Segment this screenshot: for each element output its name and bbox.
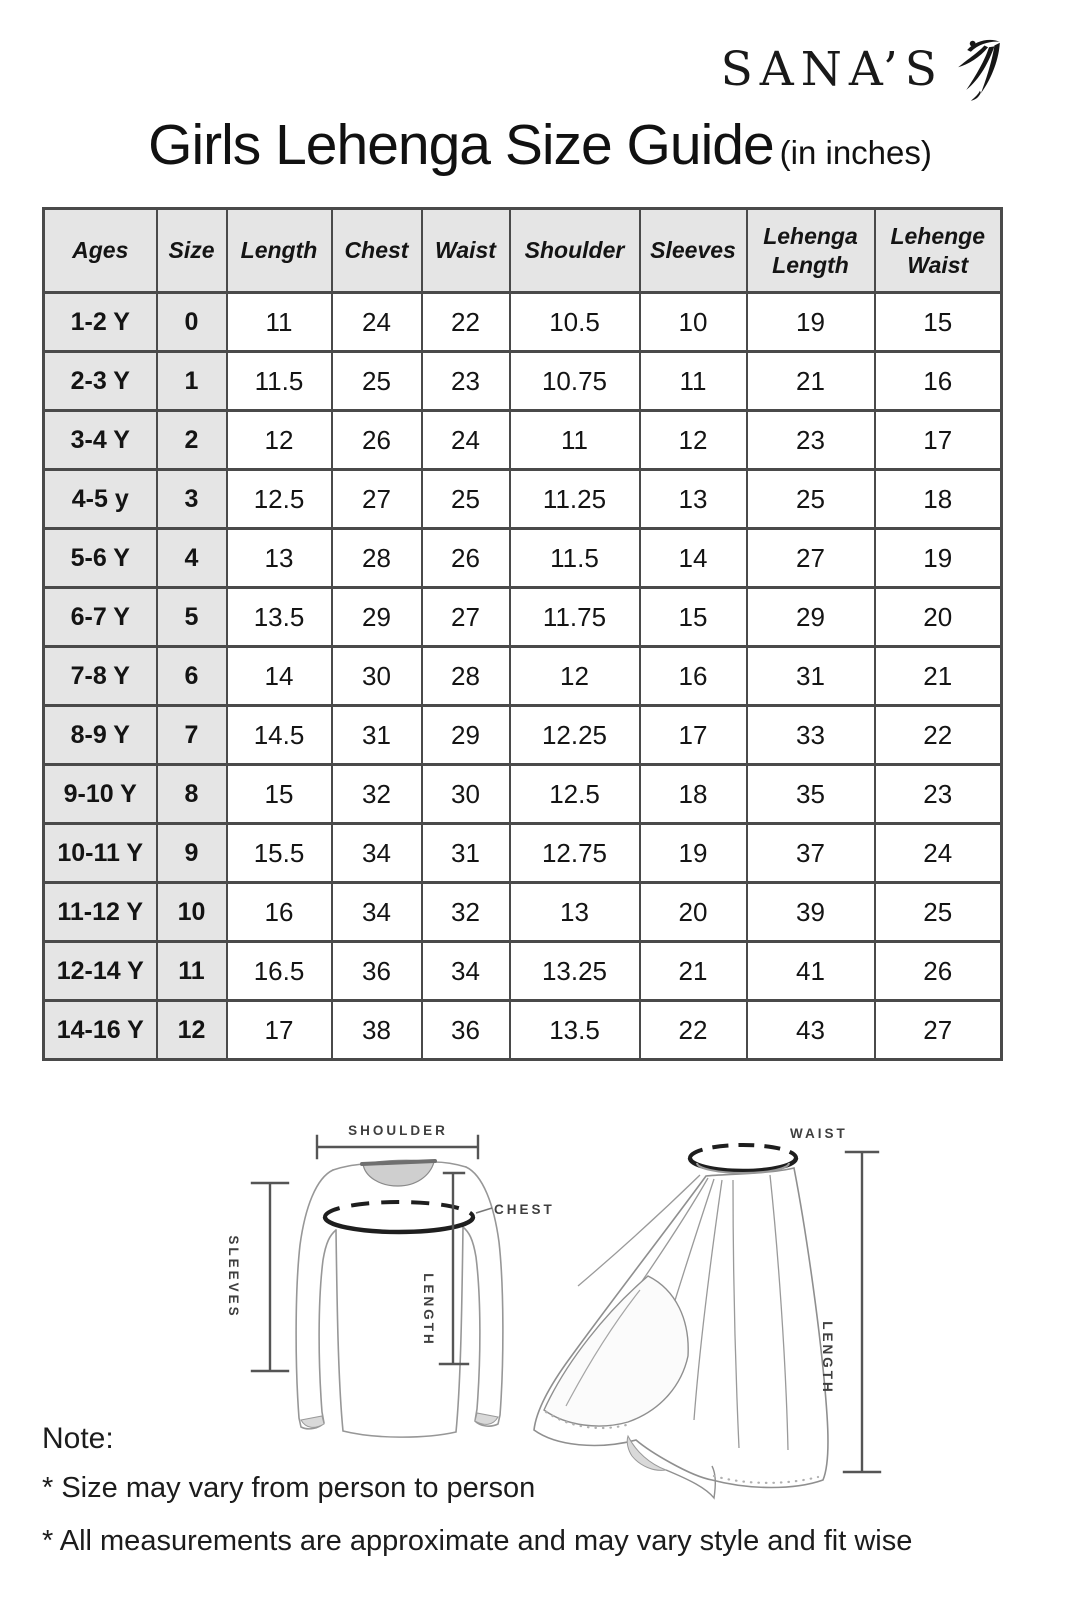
measurement-cell: 26 bbox=[332, 411, 422, 470]
size-cell: 8 bbox=[157, 765, 227, 824]
age-cell: 1-2 Y bbox=[44, 293, 157, 352]
age-cell: 5-6 Y bbox=[44, 529, 157, 588]
col-header-sleeves: Sleeves bbox=[640, 209, 747, 293]
measurement-cell: 17 bbox=[640, 706, 747, 765]
measurement-cell: 41 bbox=[747, 942, 875, 1001]
measurement-cell: 31 bbox=[747, 647, 875, 706]
measurement-cell: 12.5 bbox=[510, 765, 640, 824]
size-cell: 2 bbox=[157, 411, 227, 470]
size-cell: 0 bbox=[157, 293, 227, 352]
measurement-cell: 25 bbox=[747, 470, 875, 529]
measurement-cell: 13 bbox=[227, 529, 332, 588]
measurement-cell: 16 bbox=[875, 352, 1002, 411]
measurement-cell: 12 bbox=[227, 411, 332, 470]
measurement-cell: 11.25 bbox=[510, 470, 640, 529]
measurement-cell: 15 bbox=[227, 765, 332, 824]
measurement-cell: 19 bbox=[747, 293, 875, 352]
measurement-cell: 35 bbox=[747, 765, 875, 824]
measurement-cell: 29 bbox=[332, 588, 422, 647]
size-cell: 3 bbox=[157, 470, 227, 529]
brand-logo bbox=[721, 36, 1008, 102]
measurement-cell: 27 bbox=[875, 1001, 1002, 1060]
table-row bbox=[44, 942, 1002, 1001]
table-row bbox=[44, 824, 1002, 883]
age-cell: 12-14 Y bbox=[44, 942, 157, 1001]
measurement-cell: 30 bbox=[332, 647, 422, 706]
measurement-cell: 10 bbox=[640, 293, 747, 352]
table-row bbox=[44, 352, 1002, 411]
measurement-cell: 26 bbox=[422, 529, 510, 588]
measurement-cell: 32 bbox=[332, 765, 422, 824]
title-main: Girls Lehenga Size Guide bbox=[148, 113, 774, 177]
age-cell: 2-3 Y bbox=[44, 352, 157, 411]
size-cell: 12 bbox=[157, 1001, 227, 1060]
notes-heading: Note: bbox=[42, 1422, 114, 1455]
measurement-cell: 14 bbox=[640, 529, 747, 588]
measurement-cell: 13.25 bbox=[510, 942, 640, 1001]
age-cell: 11-12 Y bbox=[44, 883, 157, 942]
measurement-cell: 29 bbox=[747, 588, 875, 647]
measurement-cell: 22 bbox=[640, 1001, 747, 1060]
measurement-cell: 36 bbox=[332, 942, 422, 1001]
table-row bbox=[44, 588, 1002, 647]
table-row bbox=[44, 883, 1002, 942]
measurement-cell: 10.5 bbox=[510, 293, 640, 352]
measurement-cell: 28 bbox=[422, 647, 510, 706]
measurement-cell: 19 bbox=[875, 529, 1002, 588]
waist-label: WAIST bbox=[790, 1126, 848, 1141]
size-cell: 6 bbox=[157, 647, 227, 706]
age-cell: 14-16 Y bbox=[44, 1001, 157, 1060]
brand-name: SANA’S bbox=[720, 41, 944, 97]
measurement-cell: 30 bbox=[422, 765, 510, 824]
measurement-cell: 21 bbox=[747, 352, 875, 411]
measurement-cell: 12.75 bbox=[510, 824, 640, 883]
measurement-cell: 25 bbox=[422, 470, 510, 529]
woman-in-flowing-gown-icon bbox=[950, 36, 1008, 102]
measurement-cell: 29 bbox=[422, 706, 510, 765]
measurement-cell: 32 bbox=[422, 883, 510, 942]
measurement-cell: 13.5 bbox=[510, 1001, 640, 1060]
measurement-cell: 14.5 bbox=[227, 706, 332, 765]
col-header-waist: Waist bbox=[422, 209, 510, 293]
size-cell: 10 bbox=[157, 883, 227, 942]
col-header-size: Size bbox=[157, 209, 227, 293]
measurement-cell: 36 bbox=[422, 1001, 510, 1060]
measurement-cell: 34 bbox=[332, 824, 422, 883]
measurement-cell: 17 bbox=[875, 411, 1002, 470]
measurement-cell: 38 bbox=[332, 1001, 422, 1060]
measurement-cell: 25 bbox=[332, 352, 422, 411]
measurement-cell: 16 bbox=[640, 647, 747, 706]
lehenga-length-label: LENGTH bbox=[820, 1321, 835, 1395]
age-cell: 8-9 Y bbox=[44, 706, 157, 765]
measurement-cell: 11 bbox=[640, 352, 747, 411]
age-cell: 6-7 Y bbox=[44, 588, 157, 647]
size-cell: 11 bbox=[157, 942, 227, 1001]
measurement-cell: 31 bbox=[422, 824, 510, 883]
table-row bbox=[44, 293, 1002, 352]
measurement-cell: 11.75 bbox=[510, 588, 640, 647]
measurement-cell: 34 bbox=[332, 883, 422, 942]
size-cell: 9 bbox=[157, 824, 227, 883]
table-row bbox=[44, 411, 1002, 470]
size-cell: 7 bbox=[157, 706, 227, 765]
measurement-cell: 11.5 bbox=[510, 529, 640, 588]
measurement-cell: 39 bbox=[747, 883, 875, 942]
measurement-cell: 37 bbox=[747, 824, 875, 883]
measurement-cell: 17 bbox=[227, 1001, 332, 1060]
measurement-cell: 19 bbox=[640, 824, 747, 883]
col-header-length: Length bbox=[227, 209, 332, 293]
measurement-cell: 25 bbox=[875, 883, 1002, 942]
measurement-cell: 20 bbox=[640, 883, 747, 942]
age-cell: 4-5 y bbox=[44, 470, 157, 529]
col-header-lehenga-length: Lehenga Length bbox=[747, 209, 875, 293]
measurement-cell: 22 bbox=[422, 293, 510, 352]
title-unit-suffix: (in inches) bbox=[779, 134, 932, 171]
col-header-lehenge-waist: Lehenge Waist bbox=[875, 209, 1002, 293]
measurement-cell: 13.5 bbox=[227, 588, 332, 647]
measurement-cell: 11 bbox=[510, 411, 640, 470]
table-row bbox=[44, 706, 1002, 765]
measurement-cell: 33 bbox=[747, 706, 875, 765]
measurement-cell: 18 bbox=[875, 470, 1002, 529]
table-row bbox=[44, 1001, 1002, 1060]
measurement-cell: 14 bbox=[227, 647, 332, 706]
measurement-cell: 15 bbox=[640, 588, 747, 647]
measurement-cell: 24 bbox=[332, 293, 422, 352]
col-header-ages: Ages bbox=[44, 209, 157, 293]
age-cell: 10-11 Y bbox=[44, 824, 157, 883]
size-cell: 1 bbox=[157, 352, 227, 411]
measurement-cell: 20 bbox=[875, 588, 1002, 647]
age-cell: 7-8 Y bbox=[44, 647, 157, 706]
measurement-cell: 27 bbox=[747, 529, 875, 588]
measurement-cell: 21 bbox=[875, 647, 1002, 706]
chest-label: CHEST bbox=[494, 1202, 555, 1217]
col-header-chest: Chest bbox=[332, 209, 422, 293]
measurement-cell: 12 bbox=[510, 647, 640, 706]
measurement-cell: 16 bbox=[227, 883, 332, 942]
page-title bbox=[0, 112, 1080, 178]
measurement-cell: 12 bbox=[640, 411, 747, 470]
table-row bbox=[44, 529, 1002, 588]
measurement-cell: 13 bbox=[640, 470, 747, 529]
blouse-length-label: LENGTH bbox=[421, 1273, 436, 1347]
age-cell: 3-4 Y bbox=[44, 411, 157, 470]
measurement-cell: 31 bbox=[332, 706, 422, 765]
measurement-cell: 22 bbox=[875, 706, 1002, 765]
measurement-cell: 34 bbox=[422, 942, 510, 1001]
measurement-cell: 23 bbox=[747, 411, 875, 470]
measurement-cell: 12.25 bbox=[510, 706, 640, 765]
measurement-cell: 10.75 bbox=[510, 352, 640, 411]
age-cell: 9-10 Y bbox=[44, 765, 157, 824]
measurement-cell: 28 bbox=[332, 529, 422, 588]
size-cell: 4 bbox=[157, 529, 227, 588]
measurement-cell: 27 bbox=[332, 470, 422, 529]
measurement-cell: 11.5 bbox=[227, 352, 332, 411]
measurement-cell: 13 bbox=[510, 883, 640, 942]
shoulder-label: SHOULDER bbox=[348, 1123, 448, 1138]
measurement-cell: 23 bbox=[875, 765, 1002, 824]
measurement-cell: 24 bbox=[422, 411, 510, 470]
col-header-shoulder: Shoulder bbox=[510, 209, 640, 293]
measurement-cell: 26 bbox=[875, 942, 1002, 1001]
note-item-size-vary: * Size may vary from person to person bbox=[42, 1472, 536, 1504]
measurement-cell: 11 bbox=[227, 293, 332, 352]
size-guide-table bbox=[42, 207, 1003, 1061]
measurement-cell: 12.5 bbox=[227, 470, 332, 529]
measurement-cell: 43 bbox=[747, 1001, 875, 1060]
measurement-cell: 15.5 bbox=[227, 824, 332, 883]
note-item-approximate: * All measurements are approximate and may vary style and fit wise bbox=[42, 1525, 913, 1557]
measurement-cell: 23 bbox=[422, 352, 510, 411]
measurement-cell: 15 bbox=[875, 293, 1002, 352]
notes-section bbox=[42, 1422, 912, 1578]
table-row bbox=[44, 470, 1002, 529]
measurement-cell: 27 bbox=[422, 588, 510, 647]
size-cell: 5 bbox=[157, 588, 227, 647]
sleeves-label: SLEEVES bbox=[226, 1235, 241, 1319]
measurement-cell: 16.5 bbox=[227, 942, 332, 1001]
table-header-row bbox=[44, 209, 1002, 293]
measurement-cell: 24 bbox=[875, 824, 1002, 883]
table-row bbox=[44, 765, 1002, 824]
measurement-cell: 18 bbox=[640, 765, 747, 824]
table-row bbox=[44, 647, 1002, 706]
measurement-cell: 21 bbox=[640, 942, 747, 1001]
